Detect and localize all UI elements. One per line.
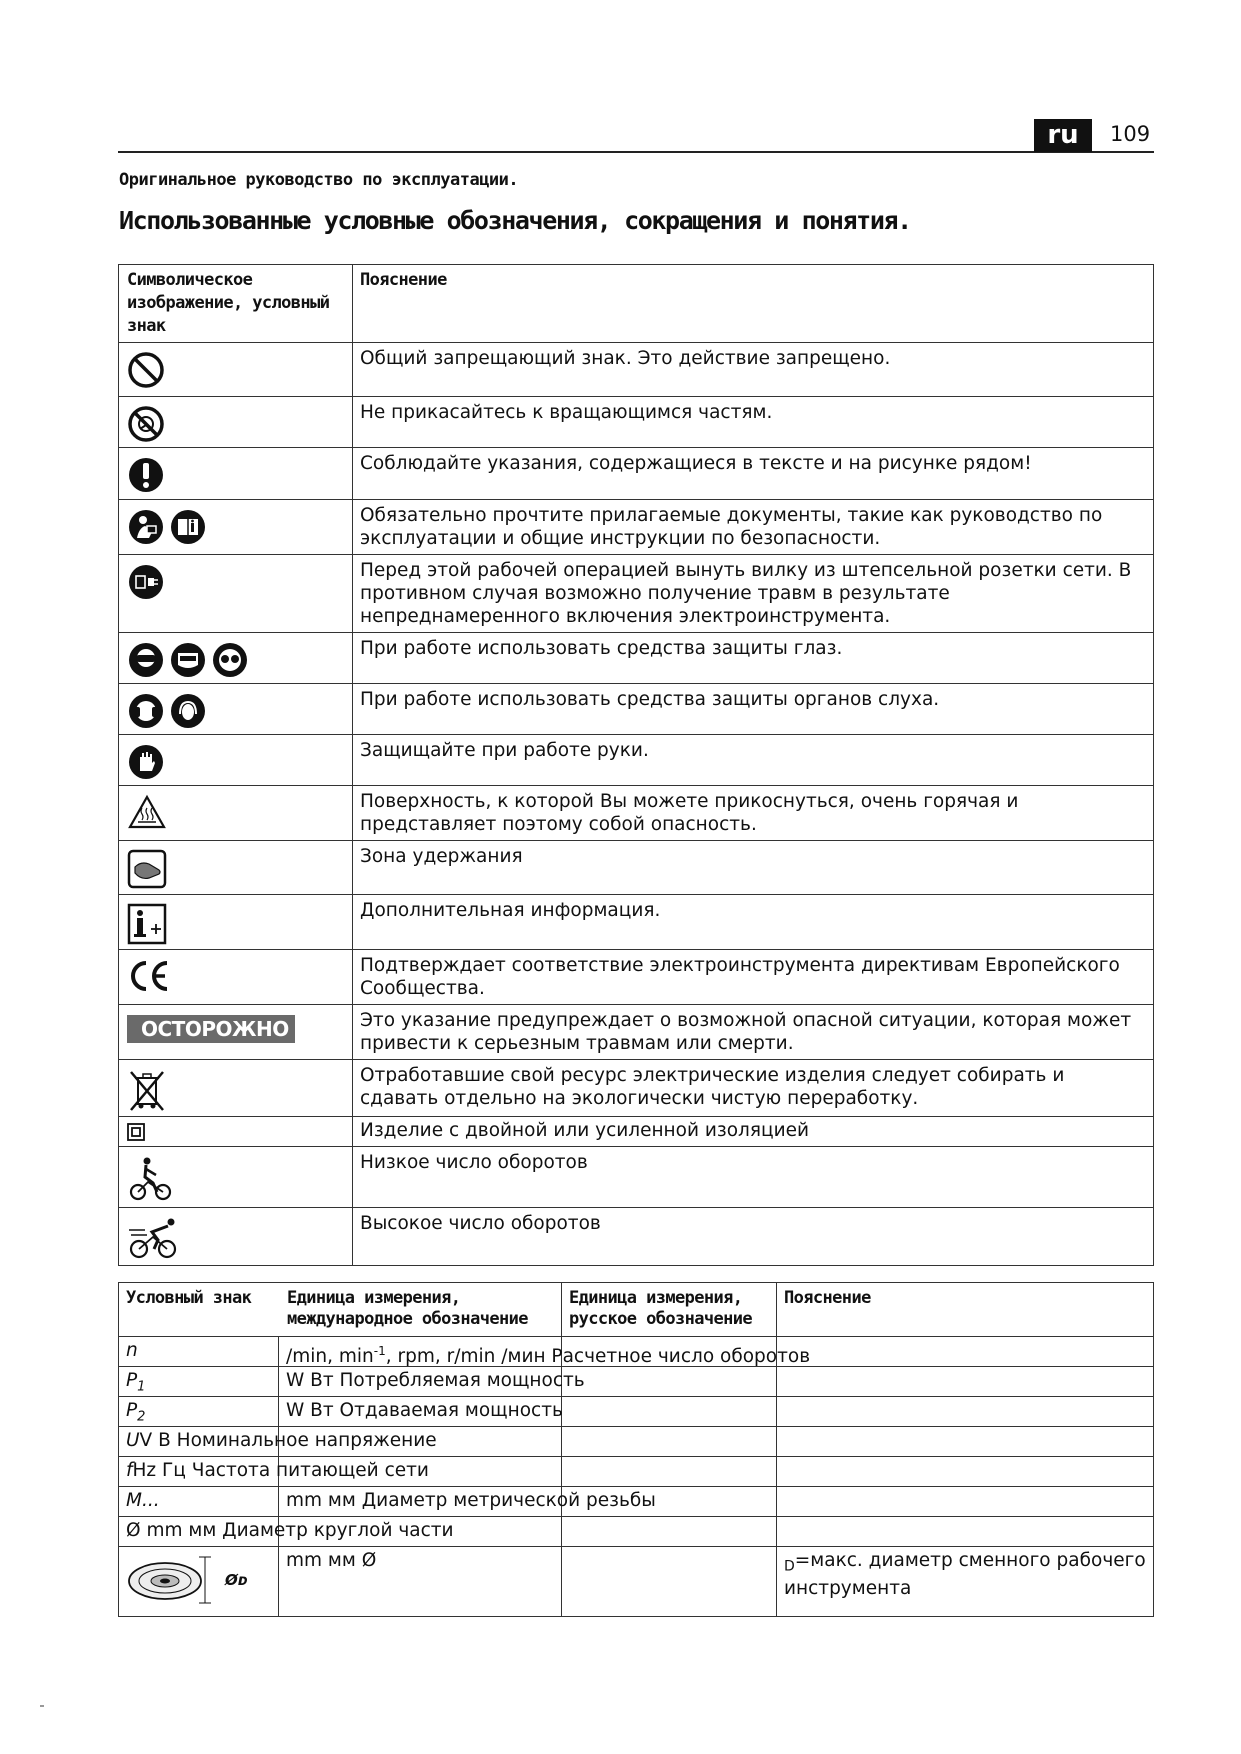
row-text: Поверхность, к которой Вы можете прикоснуться, очень горячая и представляет поэтому собой опасность. (353, 786, 1154, 841)
ear-protection-icon (127, 692, 165, 730)
table-row (119, 1487, 1154, 1517)
row-text: При работе использовать средства защиты глаз. (353, 633, 1154, 684)
table-row (119, 555, 1154, 633)
table-row (119, 1457, 1154, 1487)
row-text: Общий запрещающий знак. Это действие запрещено. (353, 343, 1154, 397)
row-text: Соблюдайте указания, содержащиеся в тексте и на рисунке рядом! (353, 448, 1154, 500)
row-text: Защищайте при работе руки. (353, 735, 1154, 786)
table-row (119, 343, 1154, 397)
row-text: Не прикасайтесь к вращающимся частям. (353, 397, 1154, 448)
col-header-symbol: Символическое изображение, условный знак (127, 270, 330, 336)
symbols-table (118, 264, 1154, 1266)
grip-zone-icon (127, 849, 167, 889)
disc-diameter-label: Øᴅ (225, 1571, 248, 1589)
table-row (119, 448, 1154, 500)
table-row (119, 1147, 1154, 1208)
info-icon (127, 903, 167, 945)
row-text: Подтверждает соответствие электроинструмента директивам Европейского Сообщества. (353, 950, 1154, 1005)
row-text-m: mm мм Диаметр метрической резьбы (286, 1490, 656, 1511)
weee-bin-icon (127, 1068, 167, 1112)
table-row (119, 1427, 1154, 1457)
language-badge: ru (1034, 119, 1092, 152)
row-text: Дополнительная информация. (353, 895, 1154, 950)
table-row (119, 1397, 1154, 1427)
slow-cyclist-icon (127, 1155, 175, 1203)
caution-badge (127, 1015, 295, 1043)
prohibition-icon (127, 351, 165, 389)
hand-protection-icon (127, 743, 165, 781)
col-header-explanation: Пояснение (777, 1283, 1154, 1337)
read-manual-person-icon (127, 508, 165, 546)
page-title: Использованные условные обозначения, сокращения и понятия. (119, 206, 911, 235)
row-text: Изделие с двойной или усиленной изоляцией (353, 1117, 1154, 1147)
row-text: Перед этой рабочей операцией вынуть вилку из штепсельной розетки сети. В противном случая возможно получение травм в результате непреднамеренного включения электроинструмента. (353, 555, 1154, 633)
table-row (119, 1005, 1154, 1060)
do-not-touch-rotating-icon (127, 405, 165, 443)
table-header-row (119, 1283, 1154, 1337)
row-text: Низкое число оборотов (353, 1147, 1154, 1208)
col-header-symbol: Условный знак (126, 1288, 252, 1308)
row-text: Зона удержания (353, 841, 1154, 895)
exclamation-mandatory-icon (127, 456, 165, 494)
col-header-ru: Единица измерения, русское обозначение (562, 1283, 777, 1337)
table-row (119, 1517, 1154, 1547)
table-row (119, 786, 1154, 841)
symbol-p2: $P_2$ (126, 1400, 146, 1425)
page-number: 109 (1110, 122, 1151, 146)
row-text: Обязательно прочтите прилагаемые документы, такие как руководство по эксплуатации и общие инструкции по безопасности. (353, 500, 1154, 555)
goggles-icon (127, 641, 165, 679)
table-row (119, 1117, 1154, 1147)
ear-muffs-icon (169, 692, 207, 730)
table-row (119, 1208, 1154, 1266)
ce-mark-icon (127, 958, 173, 994)
table-row (119, 500, 1154, 555)
row-text-f: fHz Гц Частота питающей сети (126, 1460, 429, 1481)
row-text: Высокое число оборотов (353, 1208, 1154, 1266)
face-shield-icon (169, 641, 207, 679)
read-manual-book-icon (169, 508, 207, 546)
table-row (119, 1060, 1154, 1117)
row-text-u: UV В Номинальное напряжение (126, 1430, 437, 1451)
col-header-intl: Единица измерения, международное обозначение (287, 1288, 528, 1329)
fast-cyclist-icon (127, 1216, 183, 1260)
table-row (119, 895, 1154, 950)
row-text-disc-intl: mm мм Ø (279, 1547, 562, 1617)
table-row (119, 1337, 1154, 1367)
unplug-icon (127, 563, 165, 601)
table-row (119, 1367, 1154, 1397)
row-text-p1: W Вт Потребляемая мощность (286, 1370, 585, 1391)
table-row (119, 397, 1154, 448)
table-row (119, 841, 1154, 895)
hot-surface-icon (127, 794, 167, 830)
table-row (119, 735, 1154, 786)
row-text: При работе использовать средства защиты органов слуха. (353, 684, 1154, 735)
symbol-p1: $P_1$ (126, 1370, 146, 1395)
scan-mark (40, 1705, 44, 1707)
row-text-diameter: Ø mm мм Диаметр круглой части (126, 1520, 454, 1541)
col-header-explanation: Пояснение (360, 270, 447, 290)
double-insulation-icon (127, 1123, 145, 1141)
row-text-disc-explanation: $_D$=макс. диаметр сменного рабочего инструмента (777, 1547, 1154, 1617)
safety-glasses-icon (211, 641, 249, 679)
row-text: Это указание предупреждает о возможной опасной ситуации, которая может привести к серьезным травмам или смерти. (353, 1005, 1154, 1060)
symbol-n: n (126, 1340, 138, 1361)
table-row (119, 950, 1154, 1005)
units-table (118, 1282, 1154, 1617)
table-row (119, 684, 1154, 735)
row-text-n: /min, $\min^{-1}$, rpm, r/min /мин Расчетное число оборотов (286, 1344, 811, 1368)
symbol-m: M... (126, 1490, 160, 1511)
row-text: Отработавшие свой ресурс электрические изделия следует собирать и сдавать отдельно на экологически чистую переработку. (353, 1060, 1154, 1117)
document-subtitle: Оригинальное руководство по эксплуатации. (119, 170, 519, 190)
header-rule (118, 151, 1154, 153)
caution-badge-label: ОСТОРОЖНО (141, 1017, 289, 1041)
table-row (119, 633, 1154, 684)
table-header-row (119, 265, 1154, 343)
row-text-p2: W Вт Отдаваемая мощность (286, 1400, 563, 1421)
table-row (119, 1547, 1154, 1617)
grinding-disc-icon (125, 1551, 221, 1609)
